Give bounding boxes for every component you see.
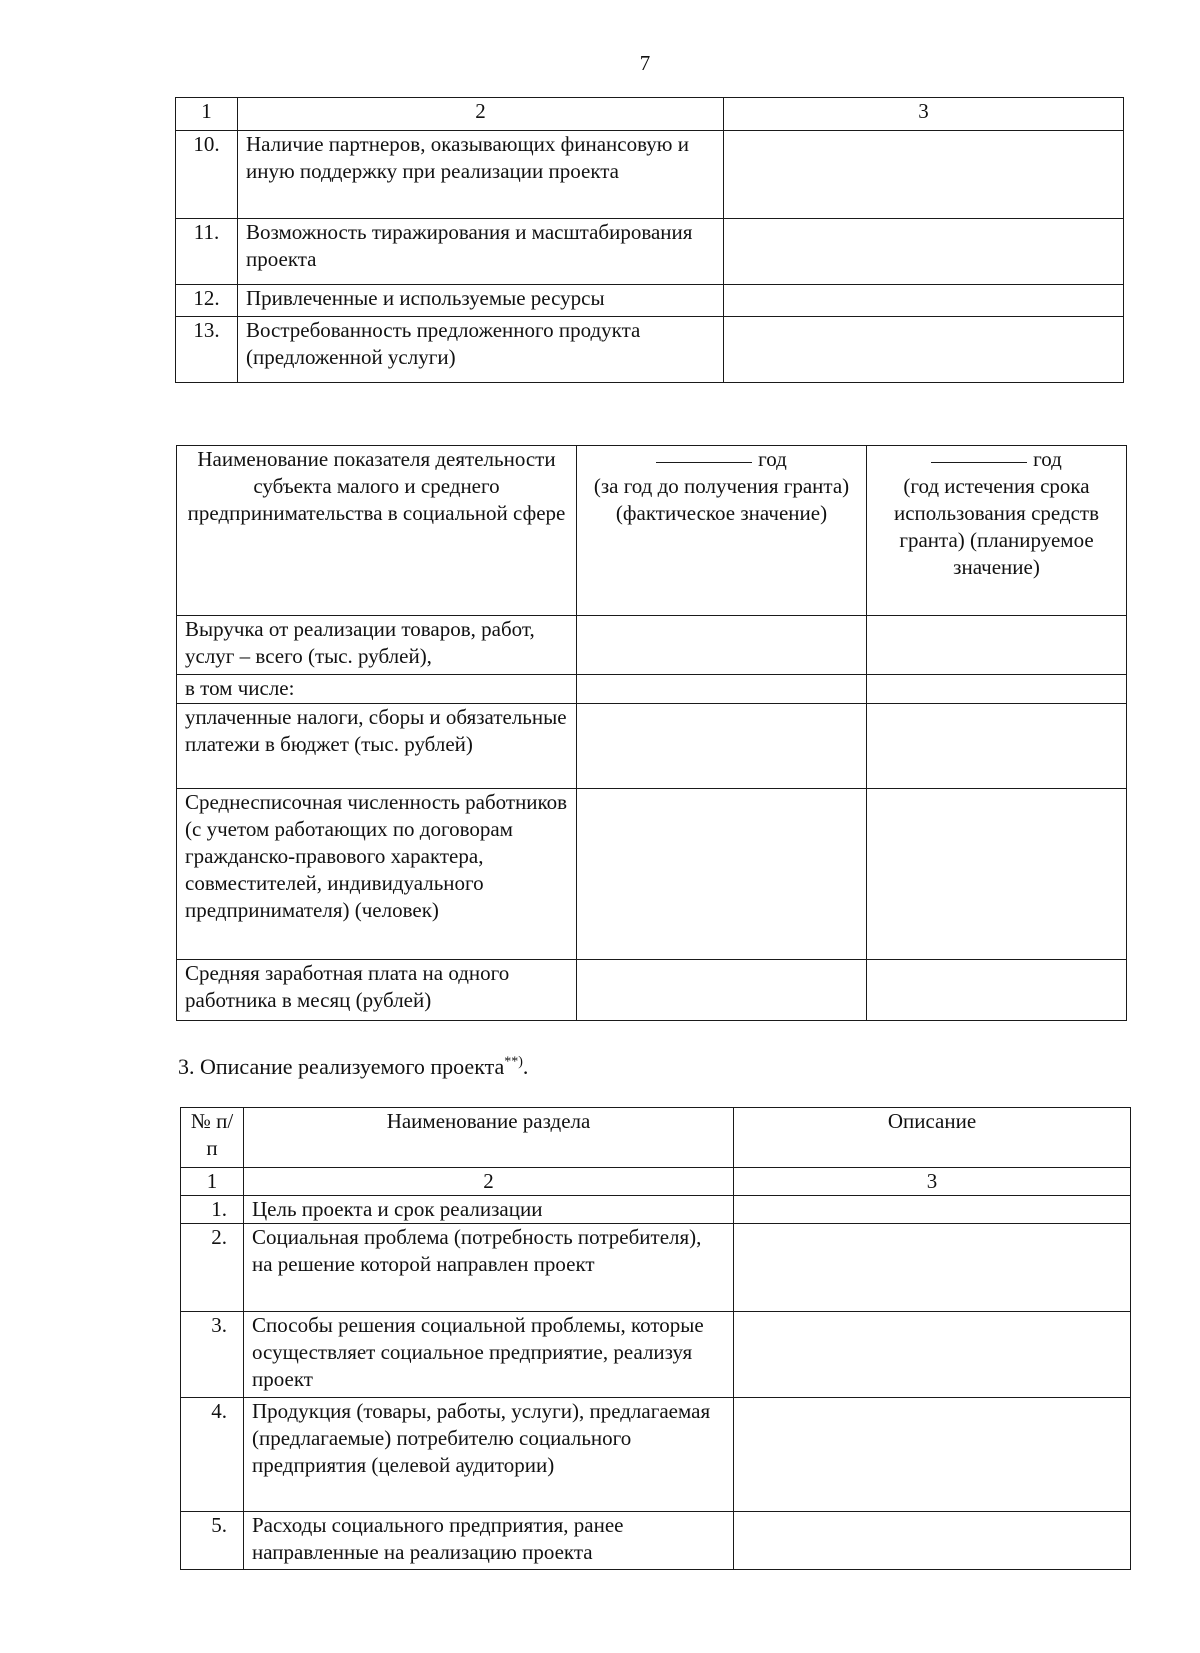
planned-year-value[interactable]	[867, 960, 1127, 1021]
table-row	[177, 960, 1127, 1021]
previous-year-value[interactable]	[577, 616, 867, 675]
number-header: № п/п	[181, 1108, 244, 1168]
row-value-cell[interactable]	[734, 1398, 1131, 1512]
previous-year-header	[577, 446, 867, 616]
previous-year-value[interactable]	[577, 675, 867, 704]
indicator-label: Выручка от реализации товаров, работ, услуг – всего (тыс. рублей),	[177, 616, 577, 675]
planned-year-header	[867, 446, 1127, 616]
indicator-label: в том числе:	[177, 675, 577, 704]
row-number: 10.	[176, 131, 238, 219]
indicator-label: уплаченные налоги, сборы и обязательные платежи в бюджет (тыс. рублей)	[177, 704, 577, 789]
planned-year-value[interactable]	[867, 704, 1127, 789]
table-row	[181, 1398, 1131, 1512]
table-index-row	[181, 1168, 1131, 1196]
row-value-cell[interactable]	[734, 1196, 1131, 1224]
table-row	[181, 1196, 1131, 1224]
index-cell-1: 1	[176, 98, 238, 131]
row-number: 5.	[181, 1512, 244, 1570]
year-blank-line[interactable]	[931, 461, 1027, 463]
row-text: Привлеченные и используемые ресурсы	[238, 285, 724, 317]
row-value-cell[interactable]	[734, 1312, 1131, 1398]
row-text: Продукция (товары, работы, услуги), предлагаемая (предлагаемые) потребителю социального предприятия (целевой аудитории)	[244, 1398, 734, 1512]
table-row	[177, 789, 1127, 960]
project-criteria-table	[175, 97, 1124, 383]
table-row	[176, 131, 1124, 219]
table-row	[177, 704, 1127, 789]
index-cell-2: 2	[238, 98, 724, 131]
table-row	[176, 317, 1124, 383]
section-name-header: Наименование раздела	[244, 1108, 734, 1168]
row-value-cell[interactable]	[734, 1224, 1131, 1312]
table-index-row	[176, 98, 1124, 131]
row-text: Наличие партнеров, оказывающих финансовую и иную поддержку при реализации проекта	[238, 131, 724, 219]
row-number: 12.	[176, 285, 238, 317]
indicator-label: Среднесписочная численность работников (с учетом работающих по договорам гражданско-правового характера, совместителей, индивидуального предпринимателя) (человек)	[177, 789, 577, 960]
index-cell-3: 3	[734, 1168, 1131, 1196]
row-text: Расходы социального предприятия, ранее направленные на реализацию проекта	[244, 1512, 734, 1570]
table-row	[177, 675, 1127, 704]
planned-year-value[interactable]	[867, 789, 1127, 960]
indicator-label: Средняя заработная плата на одного работника в месяц (рублей)	[177, 960, 577, 1021]
section-heading-text: 3. Описание реализуемого проекта	[178, 1054, 505, 1079]
row-text: Социальная проблема (потребность потребителя), на решение которой направлен проект	[244, 1224, 734, 1312]
row-value-cell[interactable]	[724, 131, 1124, 219]
project-description-table	[180, 1107, 1131, 1570]
row-number: 3.	[181, 1312, 244, 1398]
row-text: Возможность тиражирования и масштабирования проекта	[238, 219, 724, 285]
row-text: Востребованность предложенного продукта (предложенной услуги)	[238, 317, 724, 383]
row-value-cell[interactable]	[724, 219, 1124, 285]
table-header-row	[177, 446, 1127, 616]
footnote-mark: **)	[504, 1054, 523, 1070]
row-value-cell[interactable]	[724, 285, 1124, 317]
planned-year-value[interactable]	[867, 616, 1127, 675]
index-cell-2: 2	[244, 1168, 734, 1196]
table-row	[177, 616, 1127, 675]
table-row	[181, 1224, 1131, 1312]
year-label: год	[758, 447, 787, 471]
planned-year-note: (год истечения срока использования средств гранта) (планируемое значение)	[893, 474, 1100, 579]
row-value-cell[interactable]	[724, 317, 1124, 383]
section-heading-end: .	[522, 1054, 529, 1079]
table-row	[181, 1312, 1131, 1398]
row-value-cell[interactable]	[734, 1512, 1131, 1570]
row-number: 1.	[181, 1196, 244, 1224]
row-text: Цель проекта и срок реализации	[244, 1196, 734, 1224]
description-header: Описание	[734, 1108, 1131, 1168]
index-cell-3: 3	[724, 98, 1124, 131]
row-text: Способы решения социальной проблемы, которые осуществляет социальное предприятие, реализуя проект	[244, 1312, 734, 1398]
row-number: 4.	[181, 1398, 244, 1512]
indicator-name-header: Наименование показателя деятельности субъекта малого и среднего предпринимательства в социальной сфере	[177, 446, 577, 616]
previous-year-value[interactable]	[577, 789, 867, 960]
year-label: год	[1033, 447, 1062, 471]
section-heading	[178, 1053, 528, 1080]
activity-indicators-table	[176, 445, 1127, 1021]
row-number: 2.	[181, 1224, 244, 1312]
table-row	[176, 285, 1124, 317]
previous-year-value[interactable]	[577, 704, 867, 789]
year-blank-line[interactable]	[656, 461, 752, 463]
previous-year-note: (за год до получения гранта) (фактическое значение)	[593, 474, 850, 525]
table-row	[181, 1512, 1131, 1570]
planned-year-value[interactable]	[867, 675, 1127, 704]
previous-year-value[interactable]	[577, 960, 867, 1021]
row-number: 11.	[176, 219, 238, 285]
index-cell-1: 1	[181, 1168, 244, 1196]
page-number: 7	[639, 51, 651, 75]
table-header-row	[181, 1108, 1131, 1168]
row-number: 13.	[176, 317, 238, 383]
table-row	[176, 219, 1124, 285]
